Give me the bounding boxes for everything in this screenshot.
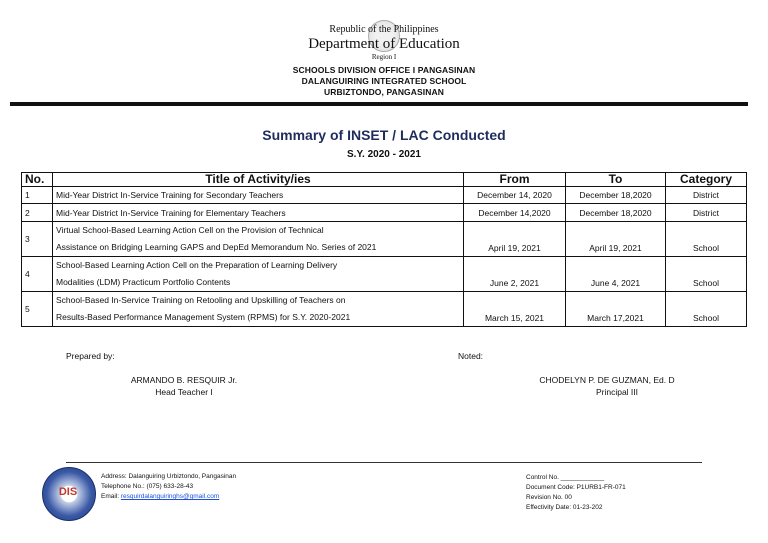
noted-by-label: Noted: [458,351,484,361]
school-location-line: URBIZTONDO, PANGASINAN [324,87,444,97]
column-header: To [566,173,666,187]
school-name-line: DALANGUIRING INTEGRATED SCHOOL [301,76,467,86]
footer-email-label: Email: [101,493,121,500]
region-line: Region I [371,53,397,61]
date-to: December 18,2020 [566,187,666,204]
activity-title [53,222,464,257]
activity-title: Mid-Year District In-Service Training for Elementary Teachers [53,204,464,222]
school-year: S.Y. 2020 - 2021 [347,149,421,160]
table-header-row [22,173,747,187]
republic-line: Republic of the Philippines [329,24,439,35]
date-to: December 18,2020 [566,204,666,222]
category: District [666,187,747,204]
activity-title-line: Modalities (LDM) Practicum Portfolio Contents [56,277,231,287]
table-row [22,222,747,257]
category: District [666,204,747,222]
table-row [22,204,747,222]
date-to: June 4, 2021 [566,257,666,292]
footer-address: Address: Dalanguiring Urbiztondo, Pangasinan [101,473,237,480]
footer-telephone: Telephone No.: (075) 633-28-43 [101,483,194,490]
document-code: Document Code: P1URB1-FR-071 [526,484,626,491]
footer-divider [66,462,702,463]
email-link[interactable]: resquirdalanguiringhs@gmail.com [120,493,220,500]
date-to: March 17,2021 [566,292,666,327]
column-header: From [464,173,566,187]
control-number: Control No. ____________ [526,474,605,481]
category: School [666,222,747,257]
prepared-by-name: ARMANDO B. RESQUIR Jr. [130,375,238,385]
activity-title [53,292,464,327]
prepared-by-position: Head Teacher I [155,387,213,397]
date-from: March 15, 2021 [464,292,566,327]
noted-by-name: CHODELYN P. DE GUZMAN, Ed. D [539,375,675,385]
category: School [666,292,747,327]
effectivity-date: Effectivity Date: 01-23-202 [526,504,603,511]
document-title: Summary of INSET / LAC Conducted [262,127,506,143]
table-row [22,257,747,292]
row-number: 2 [22,204,53,222]
date-from: December 14,2020 [464,204,566,222]
column-header: Title of Activity/ies [53,173,464,187]
revision-number: Revision No. 00 [526,494,572,501]
activity-title-line: School-Based In-Service Training on Retooling and Upskilling of Teachers on [56,295,346,305]
category: School [666,257,747,292]
division-office-line: SCHOOLS DIVISION OFFICE I PANGASINAN [292,65,476,75]
table-row [22,187,747,204]
date-from: June 2, 2021 [464,257,566,292]
column-header: Category [666,173,747,187]
activity-title-line: School-Based Learning Action Cell on the Preparation of Learning Delivery [56,260,338,270]
school-logo-text: DIS [58,486,78,498]
row-number: 4 [22,257,53,292]
inset-summary-table [21,172,747,327]
row-number: 5 [22,292,53,327]
activity-title [53,257,464,292]
date-to: April 19, 2021 [566,222,666,257]
activity-title: Mid-Year District In-Service Training for Secondary Teachers [53,187,464,204]
noted-by-position: Principal III [595,387,639,397]
activity-title-line: Assistance on Bridging Learning GAPS and DepEd Memorandum No. Series of 2021 [56,242,377,252]
prepared-by-label: Prepared by: [66,351,115,361]
date-from: December 14, 2020 [464,187,566,204]
column-header: No. [22,173,53,187]
activity-title-line: Virtual School-Based Learning Action Cell on the Provision of Technical [56,225,324,235]
row-number: 3 [22,222,53,257]
row-number: 1 [22,187,53,204]
department-line: Department of Education [308,36,460,52]
date-from: April 19, 2021 [464,222,566,257]
footer-email [101,493,219,500]
header-divider [10,102,748,106]
activity-title-line: Results-Based Performance Management System (RPMS) for S.Y. 2020-2021 [56,312,351,322]
table-row [22,292,747,327]
